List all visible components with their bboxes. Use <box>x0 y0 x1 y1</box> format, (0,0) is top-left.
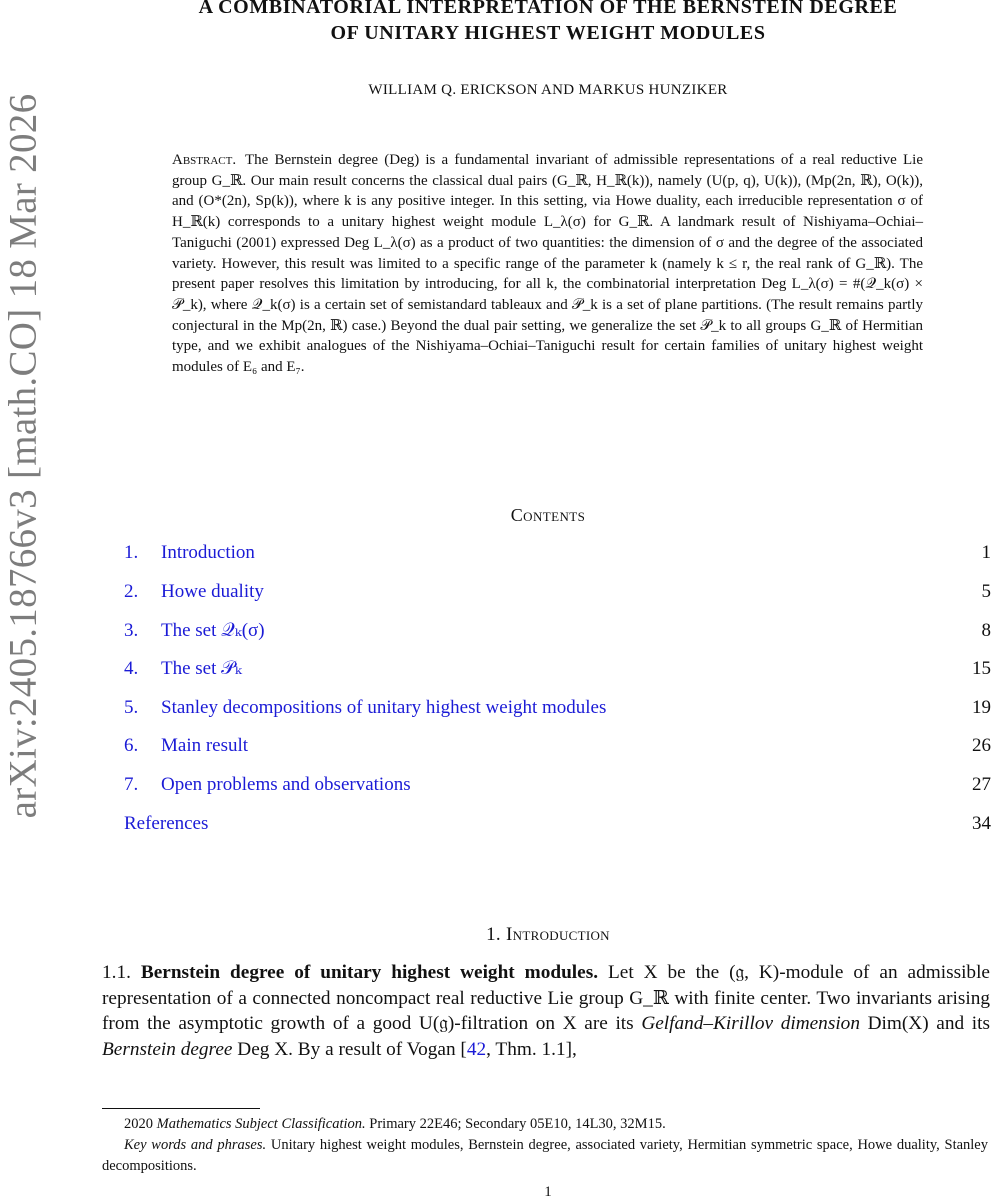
subsection-title: Bernstein degree of unitary highest weight modules. <box>140 962 599 983</box>
keywords-text: Unitary highest weight modules, Bernstein degree, associated variety, Hermitian symmetric space, Howe duality, Stanley decompositions. <box>102 1137 988 1174</box>
toc-page: 27 <box>972 774 991 795</box>
toc-page: 15 <box>972 658 991 679</box>
toc-link[interactable]: Stanley decompositions of unitary highest weight modules <box>161 697 607 718</box>
toc-number[interactable]: 4. <box>124 658 139 679</box>
msc-year: 2020 <box>124 1116 153 1132</box>
toc-link[interactable]: References <box>124 813 209 834</box>
paragraph-text: Dim(X) and its <box>859 1013 990 1035</box>
toc-entry-introduction[interactable] <box>124 540 991 566</box>
msc-text: Primary 22E46; Secondary 05E10, 14L30, 32M15. <box>369 1116 666 1132</box>
citation-link[interactable]: 42 <box>466 1039 487 1061</box>
toc-link[interactable]: Introduction <box>161 542 255 563</box>
title-line-1: A COMBINATORIAL INTERPRETATION OF THE BERNSTEIN DEGREE <box>198 0 898 18</box>
term-bernstein-degree: Bernstein degree <box>102 1039 233 1061</box>
paragraph-text: Let X be the (𝔤, K)-module of an admissible representation of a connected noncompact real reductive Lie group G_ℝ with finite center. Two invariants arising from the asymptotic growth of a good U(𝔤)-filtration on X are its <box>102 962 990 1035</box>
msc-footnote <box>102 1114 988 1135</box>
toc-page: 5 <box>981 581 991 602</box>
toc-entry-howe-duality[interactable] <box>124 579 991 605</box>
toc-entry-set-p[interactable] <box>124 656 991 682</box>
toc-link[interactable]: Main result <box>161 735 249 756</box>
section-title: Introduction <box>506 924 610 945</box>
term-gk-dimension: Gelfand–Kirillov dimension <box>641 1013 860 1035</box>
footnotes <box>102 1114 988 1177</box>
toc-number[interactable]: 1. <box>124 542 139 563</box>
toc-entry-references[interactable] <box>124 811 991 837</box>
toc-number[interactable]: 7. <box>124 774 139 795</box>
toc-link[interactable]: Howe duality <box>161 581 264 602</box>
abstract-label: Abstract. <box>172 152 237 168</box>
toc-page: 26 <box>972 735 991 756</box>
section-number: 1. <box>486 924 501 945</box>
toc-entry-set-q[interactable] <box>124 618 991 644</box>
toc-link[interactable]: Open problems and observations <box>161 774 411 795</box>
toc-page: 1 <box>981 542 991 563</box>
paragraph-text: , Thm. 1.1], <box>486 1039 577 1061</box>
toc-link[interactable]: The set 𝒫ₖ <box>161 658 242 679</box>
abstract-text: The Bernstein degree (Deg) is a fundamental invariant of admissible representations of a real reductive Lie group G_ℝ. Our main result concerns the classical dual pairs (G_ℝ, H_ℝ(k)), namely (U(p, q), U(k)), (Mp(2n, ℝ), O(k)), and (O*(2n), Sp(k)), where k is any positive integer. In this setting, via Howe duality, each irreducible representation σ of H_ℝ(k) corresponds to a unitary highest weight module L_λ(σ) for G_ℝ. A landmark result of Nishiyama–Ochiai–Taniguchi (2001) expressed Deg L_λ(σ) as a product of two quantities: the dimension of σ and the degree of the associated variety. However, this result was limited to a specific range of the parameter k (namely k ≤ r, the real rank of G_ℝ). The present paper resolves this limitation by introducing, for all k, the combinatorial interpretation Deg L_λ(σ) = #(𝒬_k(σ) × 𝒫_k), where 𝒬_k(σ) is a certain set of semistandard tableaux and 𝒫_k is a set of plane partitions. (The result remains partly conjectural in the Mp(2n, ℝ) case.) Beyond the dual pair setting, we generalize the set 𝒫_k to all groups G_ℝ of Hermitian type, and we exhibit analogues of the Nishiyama–Ochiai–Taniguchi result for certain families of unitary highest weight modules of E₆ and E₇. <box>172 152 923 376</box>
toc-page: 8 <box>981 620 991 641</box>
toc-number[interactable]: 3. <box>124 620 139 641</box>
msc-label: Mathematics Subject Classification. <box>156 1116 366 1132</box>
contents-heading: Contents <box>510 505 586 525</box>
toc-number[interactable]: 6. <box>124 735 139 756</box>
keywords-footnote <box>102 1135 988 1177</box>
toc-page: 34 <box>972 813 991 834</box>
authors: WILLIAM Q. ERICKSON AND MARKUS HUNZIKER <box>368 82 728 98</box>
intro-paragraph <box>102 960 990 1063</box>
subsection-number: 1.1. <box>102 962 131 983</box>
paragraph-text: Deg X. By a result of Vogan [ <box>232 1039 467 1061</box>
toc-number[interactable]: 2. <box>124 581 139 602</box>
toc-entry-open-problems[interactable] <box>124 772 991 798</box>
keywords-label: Key words and phrases. <box>124 1137 267 1153</box>
toc-entry-main-result[interactable] <box>124 733 991 759</box>
paper-title <box>100 0 992 46</box>
title-line-2: OF UNITARY HIGHEST WEIGHT MODULES <box>330 22 766 44</box>
arxiv-watermark <box>0 0 46 912</box>
arxiv-id: arXiv:2405.18766v3 [math.CO] 18 Mar 2026 <box>1 93 45 819</box>
section-heading <box>100 924 992 946</box>
toc-link[interactable]: The set 𝒬ₖ(σ) <box>161 620 265 641</box>
abstract <box>172 150 923 378</box>
toc-page: 19 <box>972 697 991 718</box>
page-number: 1 <box>544 1184 552 1200</box>
footnote-rule <box>102 1108 260 1109</box>
toc-number[interactable]: 5. <box>124 697 139 718</box>
toc-entry-stanley-decompositions[interactable] <box>124 695 991 721</box>
